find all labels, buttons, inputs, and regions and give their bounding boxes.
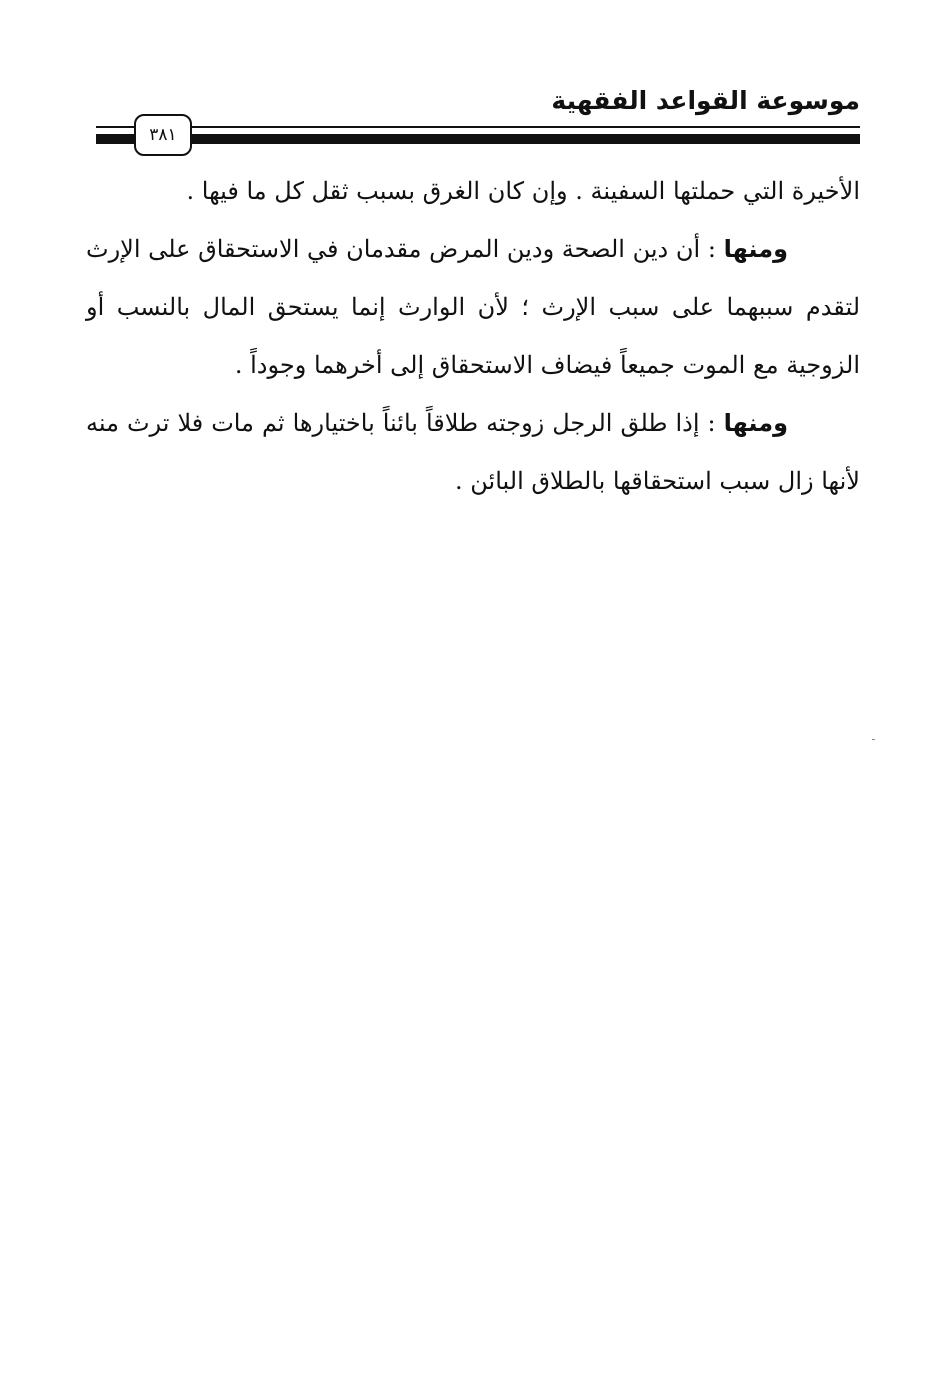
paragraph-text: : إذا طلق الرجل زوجته طلاقاً بائناً باختيارها ثم مات فلا ترث منه لأنها زال سبب استحقاقها بالطلاق البائن . — [86, 409, 860, 495]
running-head-title: موسوعة القواعد الفقهية — [551, 86, 860, 115]
paragraph-lead-word: ومنها — [723, 409, 788, 437]
header-rule-thick — [96, 134, 860, 144]
paragraph-example-1 — [86, 220, 860, 394]
paragraph-text: : أن دين الصحة ودين المرض مقدمان في الاستحقاق على الإرث لتقدم سببهما على سبب الإرث ؛ لأن الوارث إنما يستحق المال بالنسب أو الزوجية مع الموت جميعاً فيضاف الاستحقاق إلى أخرهما وجوداً . — [86, 235, 860, 379]
paragraph-text: الأخيرة التي حملتها السفينة . وإن كان الغرق بسبب ثقل كل ما فيها . — [186, 177, 860, 205]
page-number: ٣٨١ — [134, 114, 192, 156]
paragraph-continuation — [86, 162, 860, 220]
body-text — [86, 162, 860, 510]
header-rule-thin — [96, 126, 860, 128]
paragraph-lead-word: ومنها — [723, 235, 788, 263]
paragraph-example-2 — [86, 394, 860, 510]
scan-speck — [872, 739, 875, 740]
